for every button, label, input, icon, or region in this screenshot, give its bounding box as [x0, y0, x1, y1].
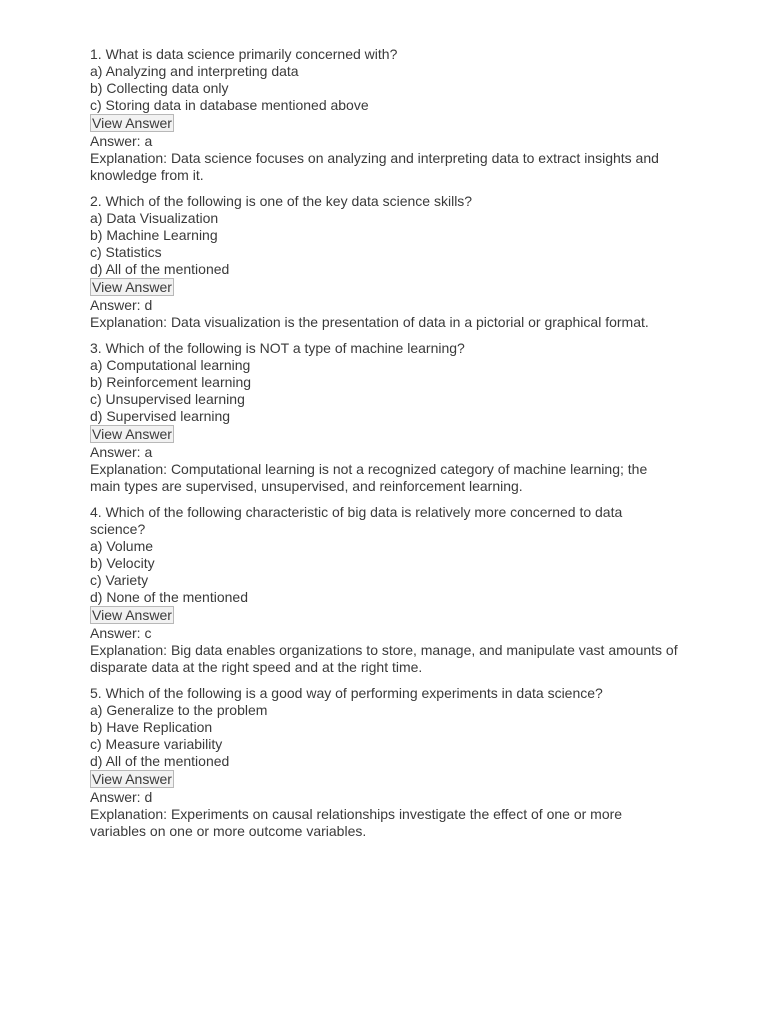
option-c: c) Storing data in database mentioned above — [90, 97, 369, 113]
explanation-text: Explanation: Big data enables organizations to store, manage, and manipulate vast amounts of disparate data at the right speed and at the right time. — [90, 642, 678, 675]
option-a: a) Analyzing and interpreting data — [90, 63, 299, 79]
option-a: a) Computational learning — [90, 357, 251, 373]
option-a: a) Data Visualization — [90, 210, 219, 226]
option-c: c) Statistics — [90, 244, 162, 260]
question-text: 4. Which of the following characteristic of big data is relatively more concerned to data science? — [90, 504, 623, 537]
option-b: b) Velocity — [90, 555, 155, 571]
option-d: d) Supervised learning — [90, 408, 231, 424]
view-answer-button[interactable]: View Answer — [92, 115, 172, 131]
option-b: b) Reinforcement learning — [90, 374, 252, 390]
question-block-5 — [90, 685, 690, 840]
option-a: a) Generalize to the problem — [90, 702, 268, 718]
view-answer-button[interactable]: View Answer — [92, 607, 172, 623]
view-answer-button[interactable]: View Answer — [92, 279, 172, 295]
answer-text: Answer: a — [90, 133, 153, 149]
quiz-page — [90, 46, 690, 849]
question-text: 1. What is data science primarily concerned with? — [90, 46, 398, 62]
option-c: c) Unsupervised learning — [90, 391, 245, 407]
option-d: d) All of the mentioned — [90, 261, 230, 277]
option-d: d) None of the mentioned — [90, 589, 248, 605]
option-b: b) Have Replication — [90, 719, 213, 735]
view-answer-button[interactable]: View Answer — [92, 426, 172, 442]
answer-text: Answer: c — [90, 625, 152, 641]
option-a: a) Volume — [90, 538, 154, 554]
explanation-text: Explanation: Data visualization is the presentation of data in a pictorial or graphical format. — [90, 314, 649, 330]
explanation-text: Explanation: Computational learning is not a recognized category of machine learning; the main types are supervised, unsupervised, and reinforcement learning. — [90, 461, 648, 494]
option-b: b) Machine Learning — [90, 227, 218, 243]
option-c: c) Measure variability — [90, 736, 223, 752]
option-b: b) Collecting data only — [90, 80, 229, 96]
view-answer-button[interactable]: View Answer — [92, 771, 172, 787]
question-block-3 — [90, 340, 690, 495]
question-text: 3. Which of the following is NOT a type of machine learning? — [90, 340, 465, 356]
answer-text: Answer: d — [90, 789, 153, 805]
question-block-2 — [90, 193, 690, 331]
explanation-text: Explanation: Experiments on causal relationships investigate the effect of one or more variables on one or more outcome variables. — [90, 806, 623, 839]
question-text: 5. Which of the following is a good way of performing experiments in data science? — [90, 685, 603, 701]
question-block-4 — [90, 504, 690, 676]
explanation-text: Explanation: Data science focuses on analyzing and interpreting data to extract insights and knowledge from it. — [90, 150, 659, 183]
answer-text: Answer: d — [90, 297, 153, 313]
question-text: 2. Which of the following is one of the key data science skills? — [90, 193, 473, 209]
option-d: d) All of the mentioned — [90, 753, 230, 769]
option-c: c) Variety — [90, 572, 149, 588]
question-block-1 — [90, 46, 690, 184]
answer-text: Answer: a — [90, 444, 153, 460]
